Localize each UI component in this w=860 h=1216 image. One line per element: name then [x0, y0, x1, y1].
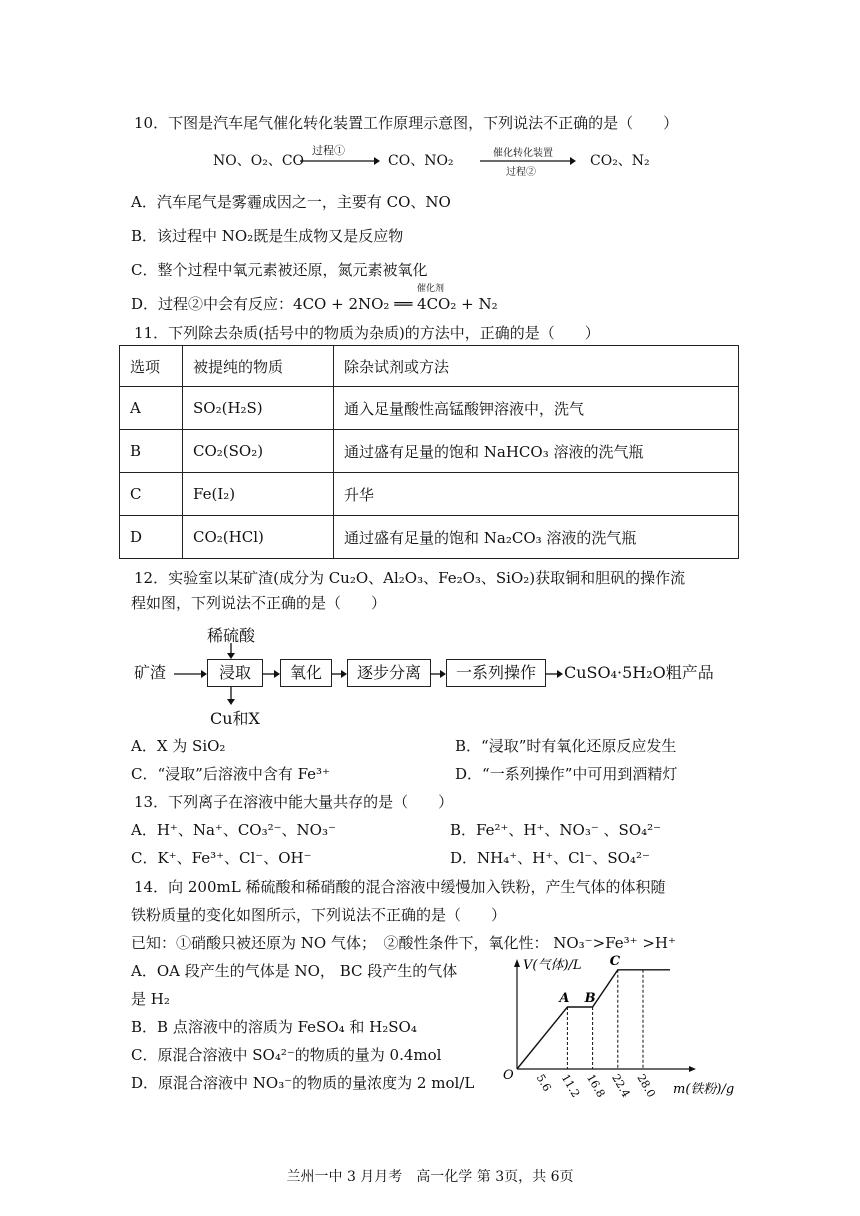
q14-known: 已知：①硝酸只被还原为 NO 气体； ②酸性条件下，氧化性： NO₃⁻>Fe³⁺ >H⁺ [131, 934, 676, 952]
table-cell: C [120, 473, 183, 516]
flow-arrow-4 [545, 669, 563, 679]
flow-arrow-0 [174, 669, 207, 679]
q13-option-b: B．Fe²⁺、H⁺、NO₃⁻ 、SO₄²⁻ [450, 821, 662, 839]
x-tick-label: 11.2 [558, 1072, 583, 1100]
q12-option-a: A．X 为 SiO₂ [131, 737, 226, 755]
q10-arrow-1 [300, 157, 380, 165]
q10-catalyst-label: 催化剂 [417, 284, 445, 294]
flow-arrow-2 [331, 669, 347, 679]
table-cell: D [120, 516, 183, 559]
flow-step-separation: 逐步分离 [347, 659, 431, 687]
y-axis-arrow [514, 959, 520, 967]
q14-option-a-cont: 是 H₂ [131, 990, 170, 1008]
q12-stem-line2: 程如图，下列说法不正确的是（ ） [131, 594, 387, 612]
q10-reactants: NO、O₂、CO [213, 153, 305, 169]
table-row [120, 516, 739, 559]
q14-option-a: A．OA 段产生的气体是 NO， BC 段产生的气体 [131, 962, 458, 980]
q10-step1-label: 过程① [312, 144, 345, 157]
q10-step2-top: 催化转化装置 [493, 148, 553, 159]
q13-option-a: A．H⁺、Na⁺、CO₃²⁻、NO₃⁻ [131, 821, 336, 839]
flow-arrow-down [226, 687, 236, 705]
table-header-cell: 除杂试剂或方法 [334, 346, 739, 387]
flow-arrow-3 [430, 669, 446, 679]
x-tick-label: 5.6 [533, 1072, 554, 1094]
q10-step2-bottom: 过程② [506, 167, 536, 178]
table-cell: B [120, 430, 183, 473]
flow-byproduct: Cu和X [210, 709, 260, 728]
flow-product: CuSO₄·5H₂O粗产品 [564, 663, 714, 682]
q12-option-d: D．“一系列操作”中可用到酒精灯 [455, 765, 678, 783]
flow-arrow-1 [262, 669, 280, 679]
table-cell: 升华 [334, 473, 739, 516]
flow-step-oxidation: 氧化 [280, 659, 332, 687]
table-header-cell: 被提纯的物质 [183, 346, 334, 387]
q12-stem-line1: 12．实验室以某矿渣(成分为 Cu₂O、Al₂O₃、Fe₂O₃、SiO₂)获取铜和胆矾的操作流 [134, 569, 686, 587]
q10-option-c: C．整个过程中氧元素被还原，氮元素被氧化 [131, 261, 428, 279]
x-tick-label: 22.4 [609, 1072, 633, 1100]
table-row [120, 473, 739, 516]
q10-option-b: B．该过程中 NO₂既是生成物又是反应物 [131, 227, 404, 245]
table-cell: CO₂(HCl) [183, 516, 334, 559]
table-cell: Fe(I₂) [183, 473, 334, 516]
point-label-c: C [609, 955, 621, 969]
table-row [120, 430, 739, 473]
q10-products: CO₂、N₂ [590, 153, 650, 169]
q12-option-c: C．“浸取”后溶液中含有 Fe³⁺ [131, 765, 330, 783]
y-axis-label: V(气体)/L [523, 958, 582, 973]
table-cell: 通过盛有足量的饱和 Na₂CO₃ 溶液的洗气瓶 [334, 516, 739, 559]
point-label-b: B [584, 991, 596, 1006]
x-tick-label: 28.0 [634, 1072, 658, 1100]
flow-step-operations: 一系列操作 [446, 659, 546, 687]
gas-volume-chart [495, 955, 740, 1105]
flow-step-leaching: 浸取 [207, 659, 263, 687]
table-cell: A [120, 387, 183, 430]
q10-middle: CO、NO₂ [388, 153, 454, 169]
q14-stem-line1: 14．向 200mL 稀硫酸和稀硝酸的混合溶液中缓慢加入铁粉，产生气体的体积随 [134, 878, 666, 896]
table-header-cell: 选项 [120, 346, 183, 387]
q13-option-d: D．NH₄⁺、H⁺、Cl⁻、SO₄²⁻ [450, 849, 650, 867]
point-label-a: A [559, 991, 570, 1006]
page-footer: 兰州一中 3 月月考 高一化学 第 3页，共 6页 [286, 1169, 574, 1185]
table-cell: 通入足量酸性高锰酸钾溶液中，洗气 [334, 387, 739, 430]
q11-stem: 11．下列除去杂质(括号中的物质为杂质)的方法中，正确的是（ ） [134, 324, 600, 342]
table-cell: SO₂(H₂S) [183, 387, 334, 430]
x-axis-label: m(铁粉)/g [673, 1082, 735, 1097]
q10-option-a: A．汽车尾气是雾霾成因之一，主要有 CO、NO [131, 193, 451, 211]
table-row [120, 387, 739, 430]
flow-arrow-acid [226, 643, 236, 659]
flow-start: 矿渣 [134, 663, 167, 682]
flow-acid: 稀硫酸 [207, 626, 256, 645]
q13-option-c: C．K⁺、Fe³⁺、Cl⁻、OH⁻ [131, 849, 312, 867]
origin-label: O [503, 1068, 514, 1083]
impurity-table [119, 345, 739, 559]
q13-stem: 13．下列离子在溶液中能大量共存的是（ ） [134, 793, 454, 811]
table-header-row [120, 346, 739, 387]
x-axis-arrow [689, 1066, 696, 1072]
q12-option-b: B．“浸取”时有氧化还原反应发生 [455, 737, 677, 755]
table-cell: CO₂(SO₂) [183, 430, 334, 473]
q14-option-b: B．B 点溶液中的溶质为 FeSO₄ 和 H₂SO₄ [131, 1018, 417, 1036]
q10-stem: 10．下图是汽车尾气催化转化装置工作原理示意图，下列说法不正确的是（ ） [134, 114, 679, 132]
q14-stem-line2: 铁粉质量的变化如图所示，下列说法不正确的是（ ） [131, 906, 507, 924]
table-cell: 通过盛有足量的饱和 NaHCO₃ 溶液的洗气瓶 [334, 430, 739, 473]
q10-option-d: D．过程②中会有反应：4CO + 2NO₂ ══ 4CO₂ + N₂ [131, 295, 498, 313]
data-series-line [517, 970, 670, 1069]
q14-option-c: C．原混合溶液中 SO₄²⁻的物质的量为 0.4mol [131, 1046, 442, 1064]
x-tick-label: 16.8 [584, 1072, 608, 1100]
q14-option-d: D．原混合溶液中 NO₃⁻的物质的量浓度为 2 mol/L [131, 1074, 475, 1092]
